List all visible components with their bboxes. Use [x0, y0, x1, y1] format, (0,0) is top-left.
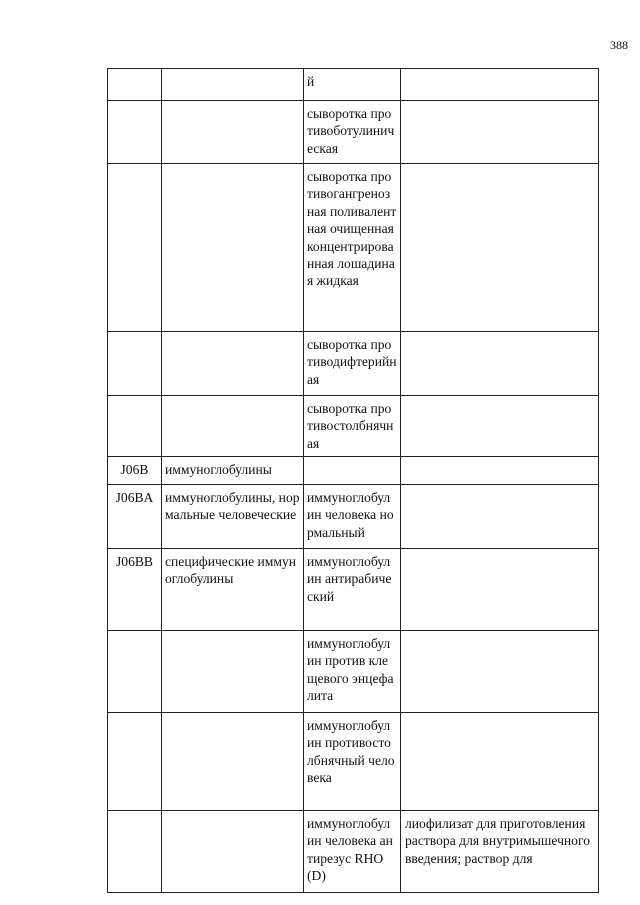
table-row [108, 69, 599, 101]
atc-code-cell: J06BB [108, 549, 162, 631]
dosage-form-cell [401, 549, 599, 631]
group-name-cell [162, 631, 304, 713]
drug-name-cell [304, 457, 401, 485]
dosage-form-cell [401, 485, 599, 549]
dosage-form-cell [401, 69, 599, 101]
group-name-cell [162, 811, 304, 893]
atc-code-cell [108, 811, 162, 893]
drug-name-cell: сыворотка противодифтерийная [304, 332, 401, 396]
atc-code-cell [108, 332, 162, 396]
drug-name-cell: иммуноглобулин противостолбнячный человека [304, 713, 401, 811]
drug-name-cell: сыворотка противогангренозная поливалентная очищенная концентрированная лошадиная жидкая [304, 164, 401, 332]
group-name-cell [162, 332, 304, 396]
dosage-form-cell [401, 164, 599, 332]
table-row [108, 811, 599, 893]
atc-code-cell [108, 631, 162, 713]
group-name-cell: специфические иммуноглобулины [162, 549, 304, 631]
group-name-cell [162, 713, 304, 811]
table-row [108, 713, 599, 811]
table-row [108, 457, 599, 485]
table-row [108, 164, 599, 332]
table-row [108, 631, 599, 713]
dosage-form-cell [401, 631, 599, 713]
group-name-cell [162, 101, 304, 164]
drug-name-cell: иммуноглобулин человека антирезус RHO(D) [304, 811, 401, 893]
drug-name-cell: иммуноглобулин человека нормальный [304, 485, 401, 549]
table-row [108, 332, 599, 396]
table-row [108, 549, 599, 631]
dosage-form-cell [401, 101, 599, 164]
drug-name-cell: й [304, 69, 401, 101]
dosage-form-cell [401, 457, 599, 485]
group-name-cell [162, 164, 304, 332]
atc-code-cell [108, 101, 162, 164]
table-row [108, 485, 599, 549]
table-row [108, 101, 599, 164]
dosage-form-cell: лиофилизат для приготовления раствора для внутримышечного введения; раствор для [401, 811, 599, 893]
atc-code-cell: J06BA [108, 485, 162, 549]
medicine-table [107, 68, 599, 893]
table-row [108, 396, 599, 457]
group-name-cell: иммуноглобулины, нормальные человеческие [162, 485, 304, 549]
atc-code-cell: J06B [108, 457, 162, 485]
atc-code-cell [108, 69, 162, 101]
group-name-cell [162, 396, 304, 457]
dosage-form-cell [401, 396, 599, 457]
drug-name-cell: сыворотка противоботулиническая [304, 101, 401, 164]
dosage-form-cell [401, 713, 599, 811]
atc-code-cell [108, 396, 162, 457]
atc-code-cell [108, 164, 162, 332]
drug-name-cell: сыворотка противостолбнячная [304, 396, 401, 457]
group-name-cell: иммуноглобулины [162, 457, 304, 485]
page-number: 388 [610, 38, 628, 52]
drug-name-cell: иммуноглобулин против клещевого энцефалита [304, 631, 401, 713]
dosage-form-cell [401, 332, 599, 396]
group-name-cell [162, 69, 304, 101]
atc-code-cell [108, 713, 162, 811]
drug-name-cell: иммуноглобулин антирабический [304, 549, 401, 631]
